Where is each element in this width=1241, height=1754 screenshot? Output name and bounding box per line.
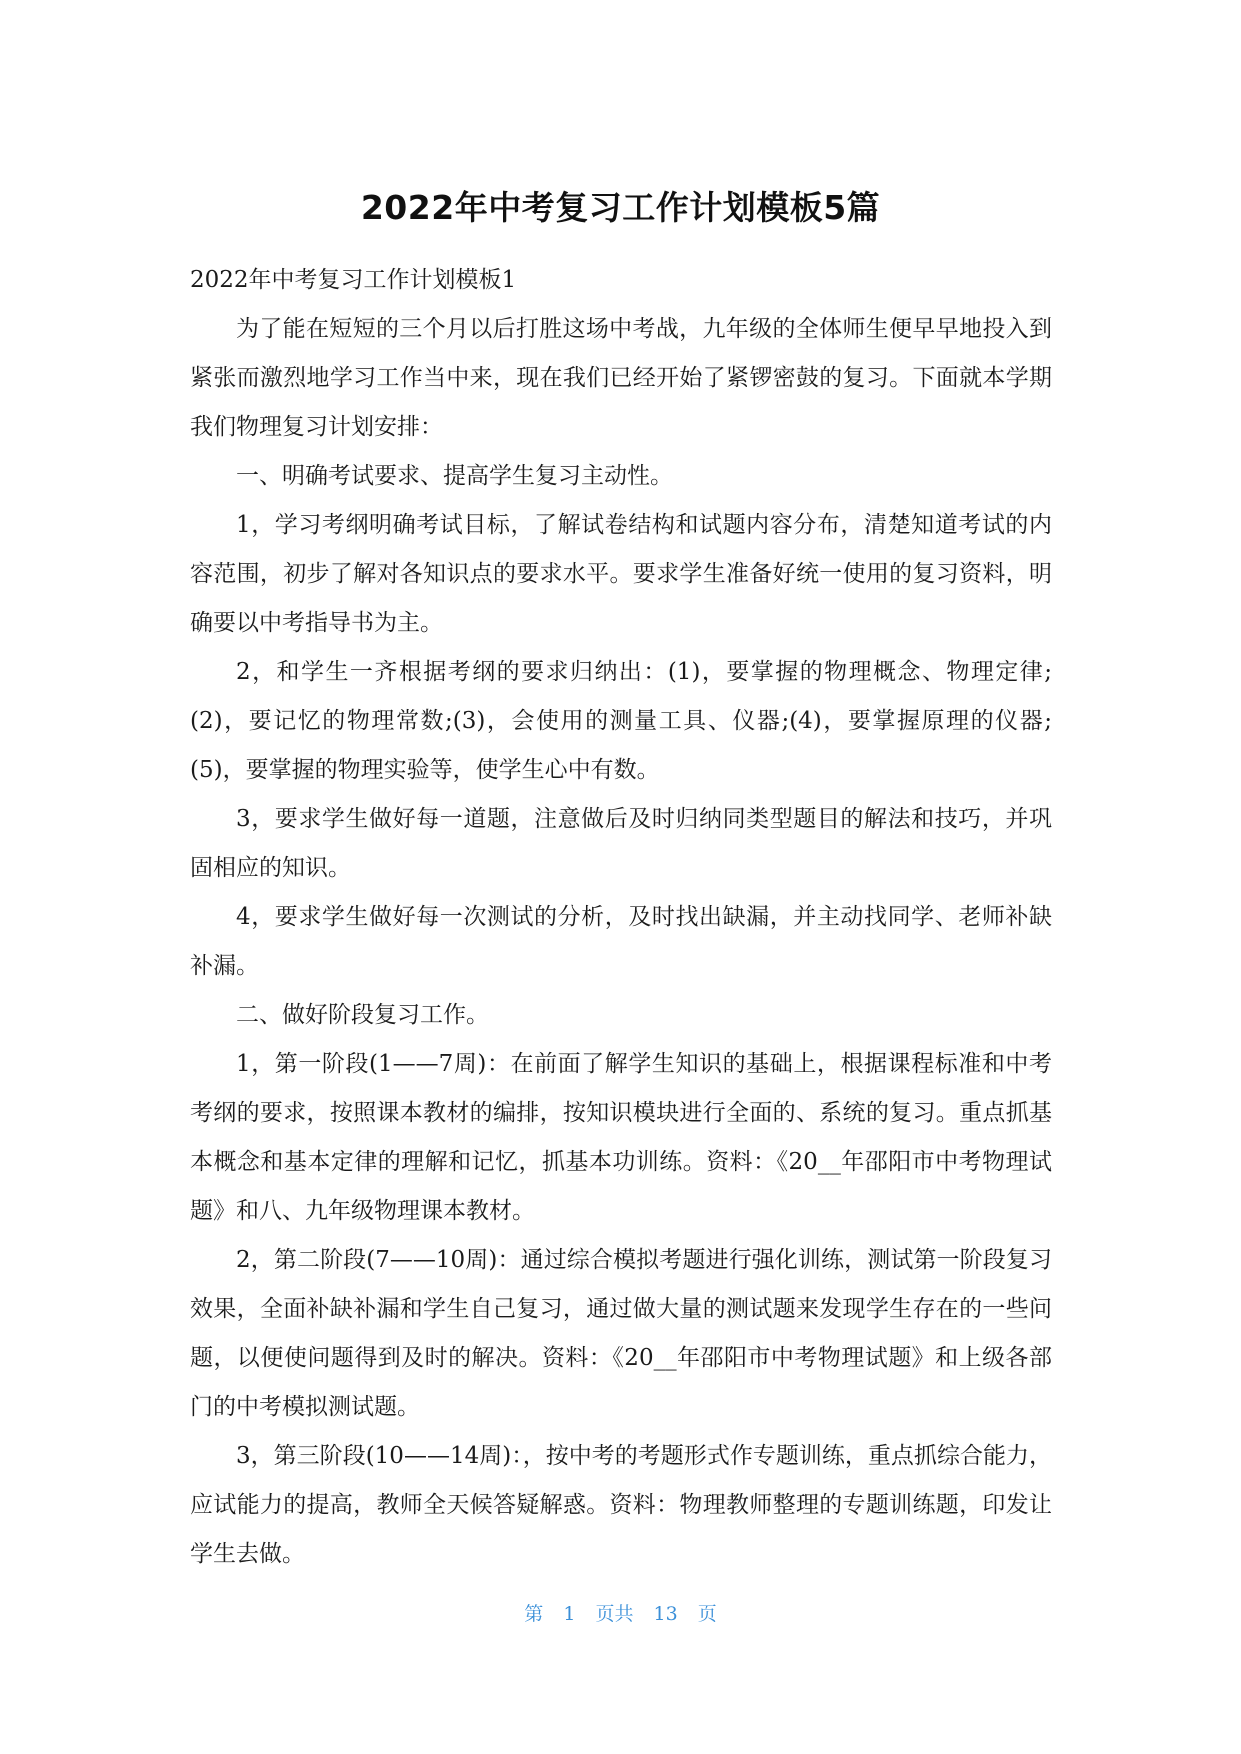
paragraph: 2，和学生一齐根据考纲的要求归纳出：(1)，要掌握的物理概念、物理定律;(2)，要记忆的物理常数;(3)，会使用的测量工具、仪器;(4)，要掌握原理的仪器;(5)，要掌握的物理实验等，使学生心中有数。: [190, 659, 1052, 783]
paragraph: 1，学习考纲明确考试目标，了解试卷结构和试题内容分布，清楚知道考试的内容范围，初步了解对各知识点的要求水平。要求学生准备好统一使用的复习资料，明确要以中考指导书为主。: [190, 512, 1052, 636]
paragraph: 2，第二阶段(7——10周)：通过综合模拟考题进行强化训练，测试第一阶段复习效果，全面补缺补漏和学生自己复习，通过做大量的测试题来发现学生存在的一些问题，以便使问题得到及时的解决。资料：《20__年邵阳市中考物理试题》和上级各部门的中考模拟测试题。: [190, 1247, 1052, 1420]
paragraph: 3，要求学生做好每一道题，注意做后及时归纳同类型题目的解法和技巧，并巩固相应的知识。: [190, 806, 1052, 881]
paragraph: 1，第一阶段(1——7周)：在前面了解学生知识的基础上，根据课程标准和中考考纲的要求，按照课本教材的编排，按知识模块进行全面的、系统的复习。重点抓基本概念和基本定律的理解和记忆，抓基本功训练。资料：《20__年邵阳市中考物理试题》和八、九年级物理课本教材。: [190, 1051, 1052, 1224]
page-number-footer: 第 1 页共 13 页: [524, 1603, 717, 1625]
section-heading: 2022年中考复习工作计划模板1: [190, 267, 517, 293]
paragraph: 二、做好阶段复习工作。: [236, 1002, 489, 1028]
paragraph: 3，第三阶段(10——14周)：，按中考的考题形式作专题训练，重点抓综合能力，应试能力的提高，教师全天候答疑解惑。资料：物理教师整理的专题训练题，印发让学生去做。: [190, 1443, 1052, 1567]
paragraph: 为了能在短短的三个月以后打胜这场中考战，九年级的全体师生便早早地投入到紧张而激烈地学习工作当中来，现在我们已经开始了紧锣密鼓的复习。下面就本学期我们物理复习计划安排：: [190, 316, 1052, 440]
document-title: 2022年中考复习工作计划模板5篇: [360, 188, 881, 227]
paragraph: 一、明确考试要求、提高学生复习主动性。: [236, 463, 673, 489]
document-body: [190, 256, 1052, 1579]
paragraph: 4，要求学生做好每一次测试的分析，及时找出缺漏，并主动找同学、老师补缺补漏。: [190, 904, 1052, 979]
